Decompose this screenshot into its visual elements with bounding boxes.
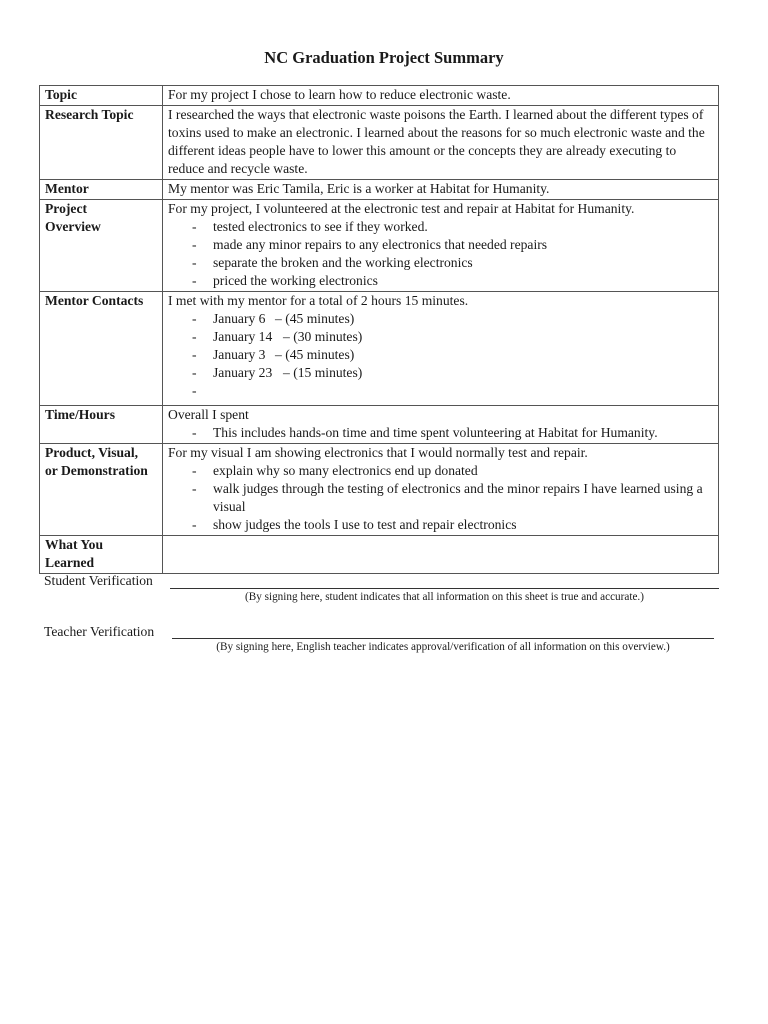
mentor-text: My mentor was Eric Tamila, Eric is a worker at Habitat for Humanity.	[163, 180, 719, 200]
teacher-verification	[44, 624, 154, 640]
row-mentor-contacts	[40, 292, 719, 406]
summary-table	[39, 85, 719, 574]
list-item: - This includes hands-on time and time spent volunteering at Habitat for Humanity.	[168, 424, 713, 442]
student-verification-label: Student Verification	[44, 573, 153, 588]
project-overview-label	[40, 200, 163, 292]
teacher-verification-note: (By signing here, English teacher indicates approval/verification of all information on this overview.)	[216, 641, 670, 653]
row-what-you-learned	[40, 536, 719, 574]
topic-text: For my project I chose to learn how to reduce electronic waste.	[163, 86, 719, 106]
list-item	[168, 328, 713, 346]
list-item	[168, 364, 713, 382]
row-project-overview	[40, 200, 719, 292]
contact-date: January 6	[213, 311, 266, 326]
teacher-signature-line[interactable]	[172, 638, 714, 639]
project-overview-cell	[163, 200, 719, 292]
contact-date: January 14	[213, 329, 273, 344]
research-topic-label: Research Topic	[40, 106, 163, 180]
row-time-hours	[40, 406, 719, 444]
contact-duration: – (15 minutes)	[283, 365, 363, 380]
mentor-contacts-intro: I met with my mentor for a total of 2 hours 15 minutes.	[168, 293, 469, 308]
list-item: - separate the broken and the working electronics	[168, 254, 713, 272]
product-visual-label	[40, 444, 163, 536]
product-visual-intro: For my visual I am showing electronics that I would normally test and repair.	[168, 445, 588, 460]
research-topic-text: I researched the ways that electronic waste poisons the Earth. I learned about the different types of toxins used to make an electronic. I learned about the reasons for so much electronic waste and the different ideas people have to lower this amount or the concepts they are already executing to reduce and recycle waste.	[163, 106, 719, 180]
contact-date: January 23	[213, 365, 273, 380]
time-hours-intro: Overall I spent	[168, 407, 249, 422]
contact-date: January 3	[213, 347, 266, 362]
project-overview-intro: For my project, I volunteered at the electronic test and repair at Habitat for Humanity.	[168, 201, 635, 216]
topic-label: Topic	[40, 86, 163, 106]
student-signature-line[interactable]	[170, 588, 719, 589]
list-item: - show judges the tools I use to test and repair electronics	[168, 516, 713, 534]
mentor-contacts-label: Mentor Contacts	[40, 292, 163, 406]
list-item	[168, 310, 713, 328]
project-overview-list	[168, 218, 713, 290]
product-visual-label-text: Product, Visual, or Demonstration	[45, 445, 148, 478]
product-visual-cell	[163, 444, 719, 536]
contact-duration: – (45 minutes)	[275, 347, 355, 362]
what-you-learned-label	[40, 536, 163, 574]
row-research-topic	[40, 106, 719, 180]
mentor-contacts-list	[168, 310, 713, 400]
product-visual-list	[168, 462, 713, 534]
list-item: - walk judges through the testing of electronics and the minor repairs I have learned using a visual	[168, 480, 713, 516]
document-title: NC Graduation Project Summary	[264, 48, 504, 67]
time-hours-cell	[163, 406, 719, 444]
contact-duration: – (30 minutes)	[283, 329, 363, 344]
teacher-verification-label: Teacher Verification	[44, 624, 155, 639]
time-hours-label: Time/Hours	[40, 406, 163, 444]
row-topic	[40, 86, 719, 106]
list-item: - explain why so many electronics end up donated	[168, 462, 713, 480]
time-hours-list	[168, 424, 713, 442]
list-item: - made any minor repairs to any electronics that needed repairs	[168, 236, 713, 254]
row-mentor	[40, 180, 719, 200]
mentor-label: Mentor	[40, 180, 163, 200]
what-you-learned-text	[163, 536, 719, 574]
row-product-visual	[40, 444, 719, 536]
contact-duration: – (45 minutes)	[275, 311, 355, 326]
student-verification-note: (By signing here, student indicates that all information on this sheet is true and accurate.)	[245, 591, 644, 603]
student-verification	[44, 573, 153, 589]
project-overview-label-text: Project Overview	[45, 201, 101, 234]
what-you-learned-label-text: What You Learned	[45, 537, 104, 570]
list-item: - priced the working electronics	[168, 272, 713, 290]
list-item	[168, 382, 713, 400]
mentor-contacts-cell	[163, 292, 719, 406]
list-item	[168, 346, 713, 364]
list-item: - tested electronics to see if they worked.	[168, 218, 713, 236]
